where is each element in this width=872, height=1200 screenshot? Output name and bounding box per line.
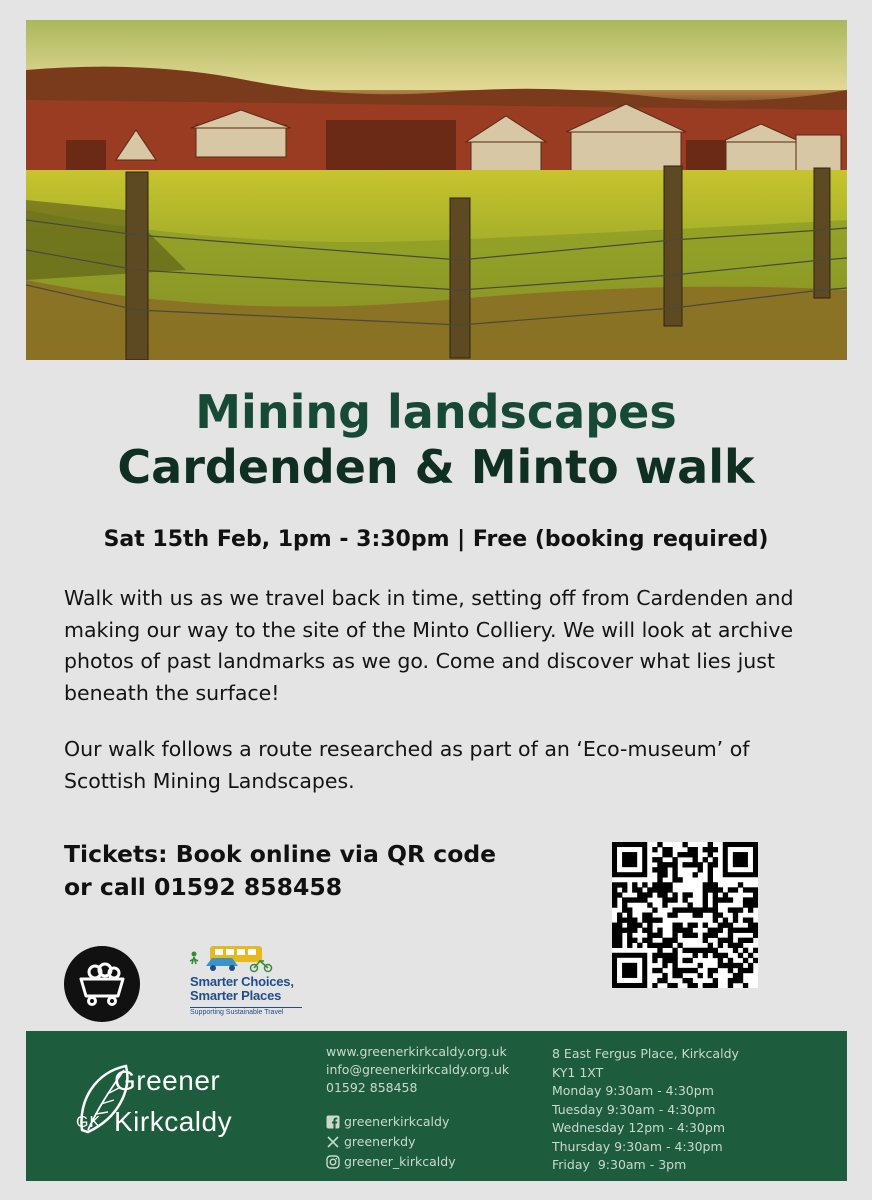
landscape-illustration [26, 20, 847, 360]
x-handle: greenerkdy [344, 1134, 416, 1149]
mine-cart-logo [64, 946, 140, 1022]
facebook-icon [326, 1115, 340, 1129]
partner-logo-line-1: Smarter Choices, [190, 974, 294, 989]
footer-address-hours [552, 1045, 739, 1175]
instagram-handle: greener_kirkcaldy [344, 1154, 456, 1169]
tickets-line-1: Tickets: Book online via QR code [64, 840, 497, 868]
hours-wednesday: Wednesday 12pm - 4:30pm [552, 1120, 725, 1135]
hours-thursday: Thursday 9:30am - 4:30pm [552, 1138, 723, 1154]
brand-name-line-1: Greener [114, 1065, 221, 1096]
smarter-choices-logo [188, 944, 318, 1018]
brand-initials: GK [76, 1114, 102, 1131]
header-landscape-photo [26, 20, 847, 360]
facebook-handle: greenerkirkcaldy [344, 1114, 450, 1129]
partner-logo-tagline: Supporting Sustainable Travel [190, 1007, 302, 1016]
website-link[interactable]: www.greenerkirkcaldy.org.uk [326, 1044, 507, 1059]
social-instagram[interactable] [326, 1152, 456, 1172]
page-title-line-2: Cardenden & Minto walk [117, 440, 755, 494]
social-x[interactable] [326, 1132, 456, 1152]
email-link[interactable]: info@greenerkirkcaldy.org.uk [326, 1062, 510, 1077]
hours-tuesday: Tuesday 9:30am - 4:30pm [552, 1101, 716, 1117]
description-paragraph-1: Walk with us as we travel back in time, setting off from Cardenden and making our way to the site of the Minto Colliery. We will look at archive photos of past landmarks as we go. Come and discover what lies just beneath the surface! [64, 586, 794, 705]
hours-friday: Friday 9:30am - 3pm [552, 1157, 687, 1172]
qr-code-pattern [612, 842, 758, 988]
description-paragraph-2: Our walk follows a route researched as part of an ‘Eco-museum’ of Scottish Mining Landscapes. [64, 737, 750, 793]
mine-cart-icon [64, 946, 140, 1022]
tickets-line-2: or call 01592 858458 [64, 873, 343, 901]
social-facebook[interactable] [326, 1112, 456, 1132]
brand-name-line-2: Kirkcaldy [114, 1106, 233, 1137]
hours-monday: Monday 9:30am - 4:30pm [552, 1083, 714, 1098]
footer-social [326, 1112, 456, 1172]
x-icon [326, 1135, 340, 1149]
travel-vehicles-icon [188, 944, 318, 974]
instagram-icon [326, 1155, 340, 1169]
event-date-time: Sat 15th Feb, 1pm - 3:30pm | Free (booking required) [103, 527, 769, 552]
tickets-info [64, 838, 564, 904]
booking-qr-code[interactable] [612, 842, 758, 988]
footer-contact [326, 1043, 509, 1097]
partner-logo-line-2: Smarter Places [190, 988, 282, 1003]
address-line-1: 8 East Fergus Place, Kirkcaldy [552, 1046, 739, 1061]
page-title-line-1: Mining landscapes [195, 385, 677, 439]
address-line-2: KY1 1XT [552, 1064, 604, 1080]
phone-number: 01592 858458 [326, 1080, 418, 1095]
